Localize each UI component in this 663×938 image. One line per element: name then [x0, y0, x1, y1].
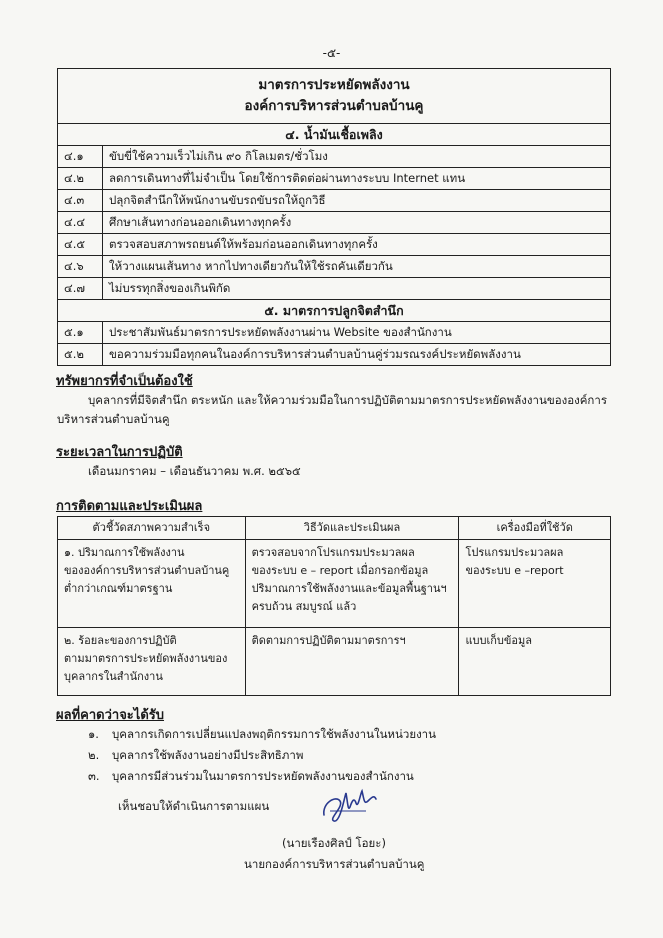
- item-text: บุคลากรเกิดการเปลี่ยนแปลงพฤติกรรมการใช้พลังงานในหน่วยงาน: [112, 727, 436, 741]
- list-item: [88, 726, 436, 744]
- item-number: ๓.: [88, 769, 100, 783]
- resources-heading: ทรัพยากรที่จำเป็นต้องใช้: [56, 374, 193, 389]
- tool-cell: [459, 628, 611, 696]
- evaluation-table: [57, 516, 611, 696]
- item-number: ๔.๖: [58, 256, 103, 278]
- period-text: เดือนมกราคม – เดือนธันวาคม พ.ศ. ๒๕๖๕: [88, 464, 301, 478]
- item-text: บุคลากรใช้พลังงานอย่างมีประสิทธิภาพ: [112, 748, 304, 762]
- cell-line: ของระบบ e –report: [465, 564, 564, 577]
- item-number: ๔.๗: [58, 278, 103, 300]
- section4-title: ๔. น้ำมันเชื้อเพลิง: [58, 124, 611, 146]
- item-text: ปลุกจิตสำนึกให้พนักงานขับรถขับรถให้ถูกวิธี: [103, 190, 611, 212]
- table-title-cell: [58, 69, 611, 124]
- approval-text: เห็นชอบให้ดำเนินการตามแผน: [118, 799, 270, 813]
- item-number: ๔.๑: [58, 146, 103, 168]
- table-row: [58, 256, 611, 278]
- resources-line2: บริหารส่วนตำบลบ้านคู: [57, 412, 170, 426]
- signature: [318, 781, 380, 825]
- item-text: ไม่บรรทุกสิ่งของเกินพิกัด: [103, 278, 611, 300]
- table-row: [58, 190, 611, 212]
- cell-line: ตรวจสอบจากโปรแกรมประมวลผล: [251, 546, 415, 559]
- cell-line: ต่ำกว่าเกณฑ์มาตรฐาน: [64, 582, 173, 595]
- page-number: -๕-: [322, 46, 341, 60]
- table-row: [58, 212, 611, 234]
- column-header: ตัวชี้วัดสภาพความสำเร็จ: [58, 517, 246, 540]
- table-row: [58, 146, 611, 168]
- table-row: [58, 322, 611, 344]
- period-heading: ระยะเวลาในการปฏิบัติ: [56, 445, 183, 460]
- expected-heading: ผลที่คาดว่าจะได้รับ: [56, 708, 165, 723]
- item-number: ๕.๑: [58, 322, 103, 344]
- table-row: [58, 278, 611, 300]
- table-row: [58, 234, 611, 256]
- method-cell: [245, 628, 459, 696]
- cell-line: บุคลากรในสำนักงาน: [64, 670, 163, 683]
- signatory-position: นายกองค์การบริหารส่วนตำบลบ้านคู: [244, 857, 425, 871]
- indicator-cell: [58, 628, 246, 696]
- cell-line: ของระบบ e – report เมื่อกรอกข้อมูล: [251, 564, 429, 577]
- resources-line1: บุคลากรที่มีจิตสำนึก ตระหนัก และให้ความร่วมมือในการปฏิบัติตามมาตรการประหยัดพลังงานขององค์การ: [88, 393, 608, 407]
- cell-line: ติดตามการปฏิบัติตามมาตรการฯ: [251, 634, 406, 647]
- item-text: ขับขี่ใช้ความเร็วไม่เกิน ๙๐ กิโลเมตร/ชั่วโมง: [103, 146, 611, 168]
- list-item: [88, 747, 303, 765]
- table-title-line2: องค์การบริหารส่วนตำบลบ้านคู: [244, 98, 424, 114]
- cell-line: ขององค์การบริหารส่วนตำบลบ้านคู: [64, 564, 230, 577]
- tool-cell: [459, 540, 611, 628]
- indicator-cell: [58, 540, 246, 628]
- cell-line: ครบถ้วน สมบูรณ์ แล้ว: [251, 600, 357, 613]
- item-number: ๑.: [88, 727, 99, 741]
- item-number: ๔.๓: [58, 190, 103, 212]
- table-row: [58, 344, 611, 366]
- table-row: [58, 168, 611, 190]
- item-text: ขอความร่วมมือทุกคนในองค์การบริหารส่วนตำบลบ้านคู่ร่วมรณรงค์ประหยัดพลังงาน: [103, 344, 611, 366]
- cell-line: ๑. ปริมาณการใช้พลังงาน: [64, 546, 185, 559]
- table-row: [58, 628, 611, 696]
- cell-line: แบบเก็บข้อมูล: [465, 634, 533, 647]
- cell-line: ๒. ร้อยละของการปฏิบัติ: [64, 634, 177, 647]
- cell-line: ตามมาตรการประหยัดพลังงานของ: [64, 652, 228, 665]
- item-number: ๔.๔: [58, 212, 103, 234]
- item-number: ๕.๒: [58, 344, 103, 366]
- measures-table: [57, 68, 611, 366]
- item-number: ๔.๕: [58, 234, 103, 256]
- signatory-name: (นายเรืองศิลป์ โอยะ): [282, 836, 386, 850]
- table-row: [58, 540, 611, 628]
- method-cell: [245, 540, 459, 628]
- item-text: บุคลากรมีส่วนร่วมในมาตรการประหยัดพลังงานของสำนักงาน: [112, 769, 414, 783]
- item-text: ประชาสัมพันธ์มาตรการประหยัดพลังงานผ่าน Website ของสำนักงาน: [103, 322, 611, 344]
- item-text: ลดการเดินทางที่ไม่จำเป็น โดยใช้การติดต่อผ่านทางระบบ Internet แทน: [103, 168, 611, 190]
- column-header: วิธีวัดและประเมินผล: [245, 517, 459, 540]
- item-text: ศึกษาเส้นทางก่อนออกเดินทางทุกครั้ง: [103, 212, 611, 234]
- item-text: ตรวจสอบสภาพรถยนต์ให้พร้อมก่อนออกเดินทางทุกครั้ง: [103, 234, 611, 256]
- table-title-line1: มาตรการประหยัดพลังงาน: [258, 77, 410, 93]
- cell-line: โปรแกรมประมวลผล: [465, 546, 564, 559]
- evaluation-heading: การติดตามและประเมินผล: [56, 499, 203, 514]
- item-text: ให้วางแผนเส้นทาง หากไปทางเดียวกันให้ใช้รถคันเดียวกัน: [103, 256, 611, 278]
- item-number: ๔.๒: [58, 168, 103, 190]
- column-header: เครื่องมือที่ใช้วัด: [459, 517, 611, 540]
- section5-title: ๕. มาตรการปลูกจิตสำนึก: [58, 300, 611, 322]
- cell-line: ปริมาณการใช้พลังงานและข้อมูลพื้นฐานฯ: [251, 582, 447, 595]
- item-number: ๒.: [88, 748, 100, 762]
